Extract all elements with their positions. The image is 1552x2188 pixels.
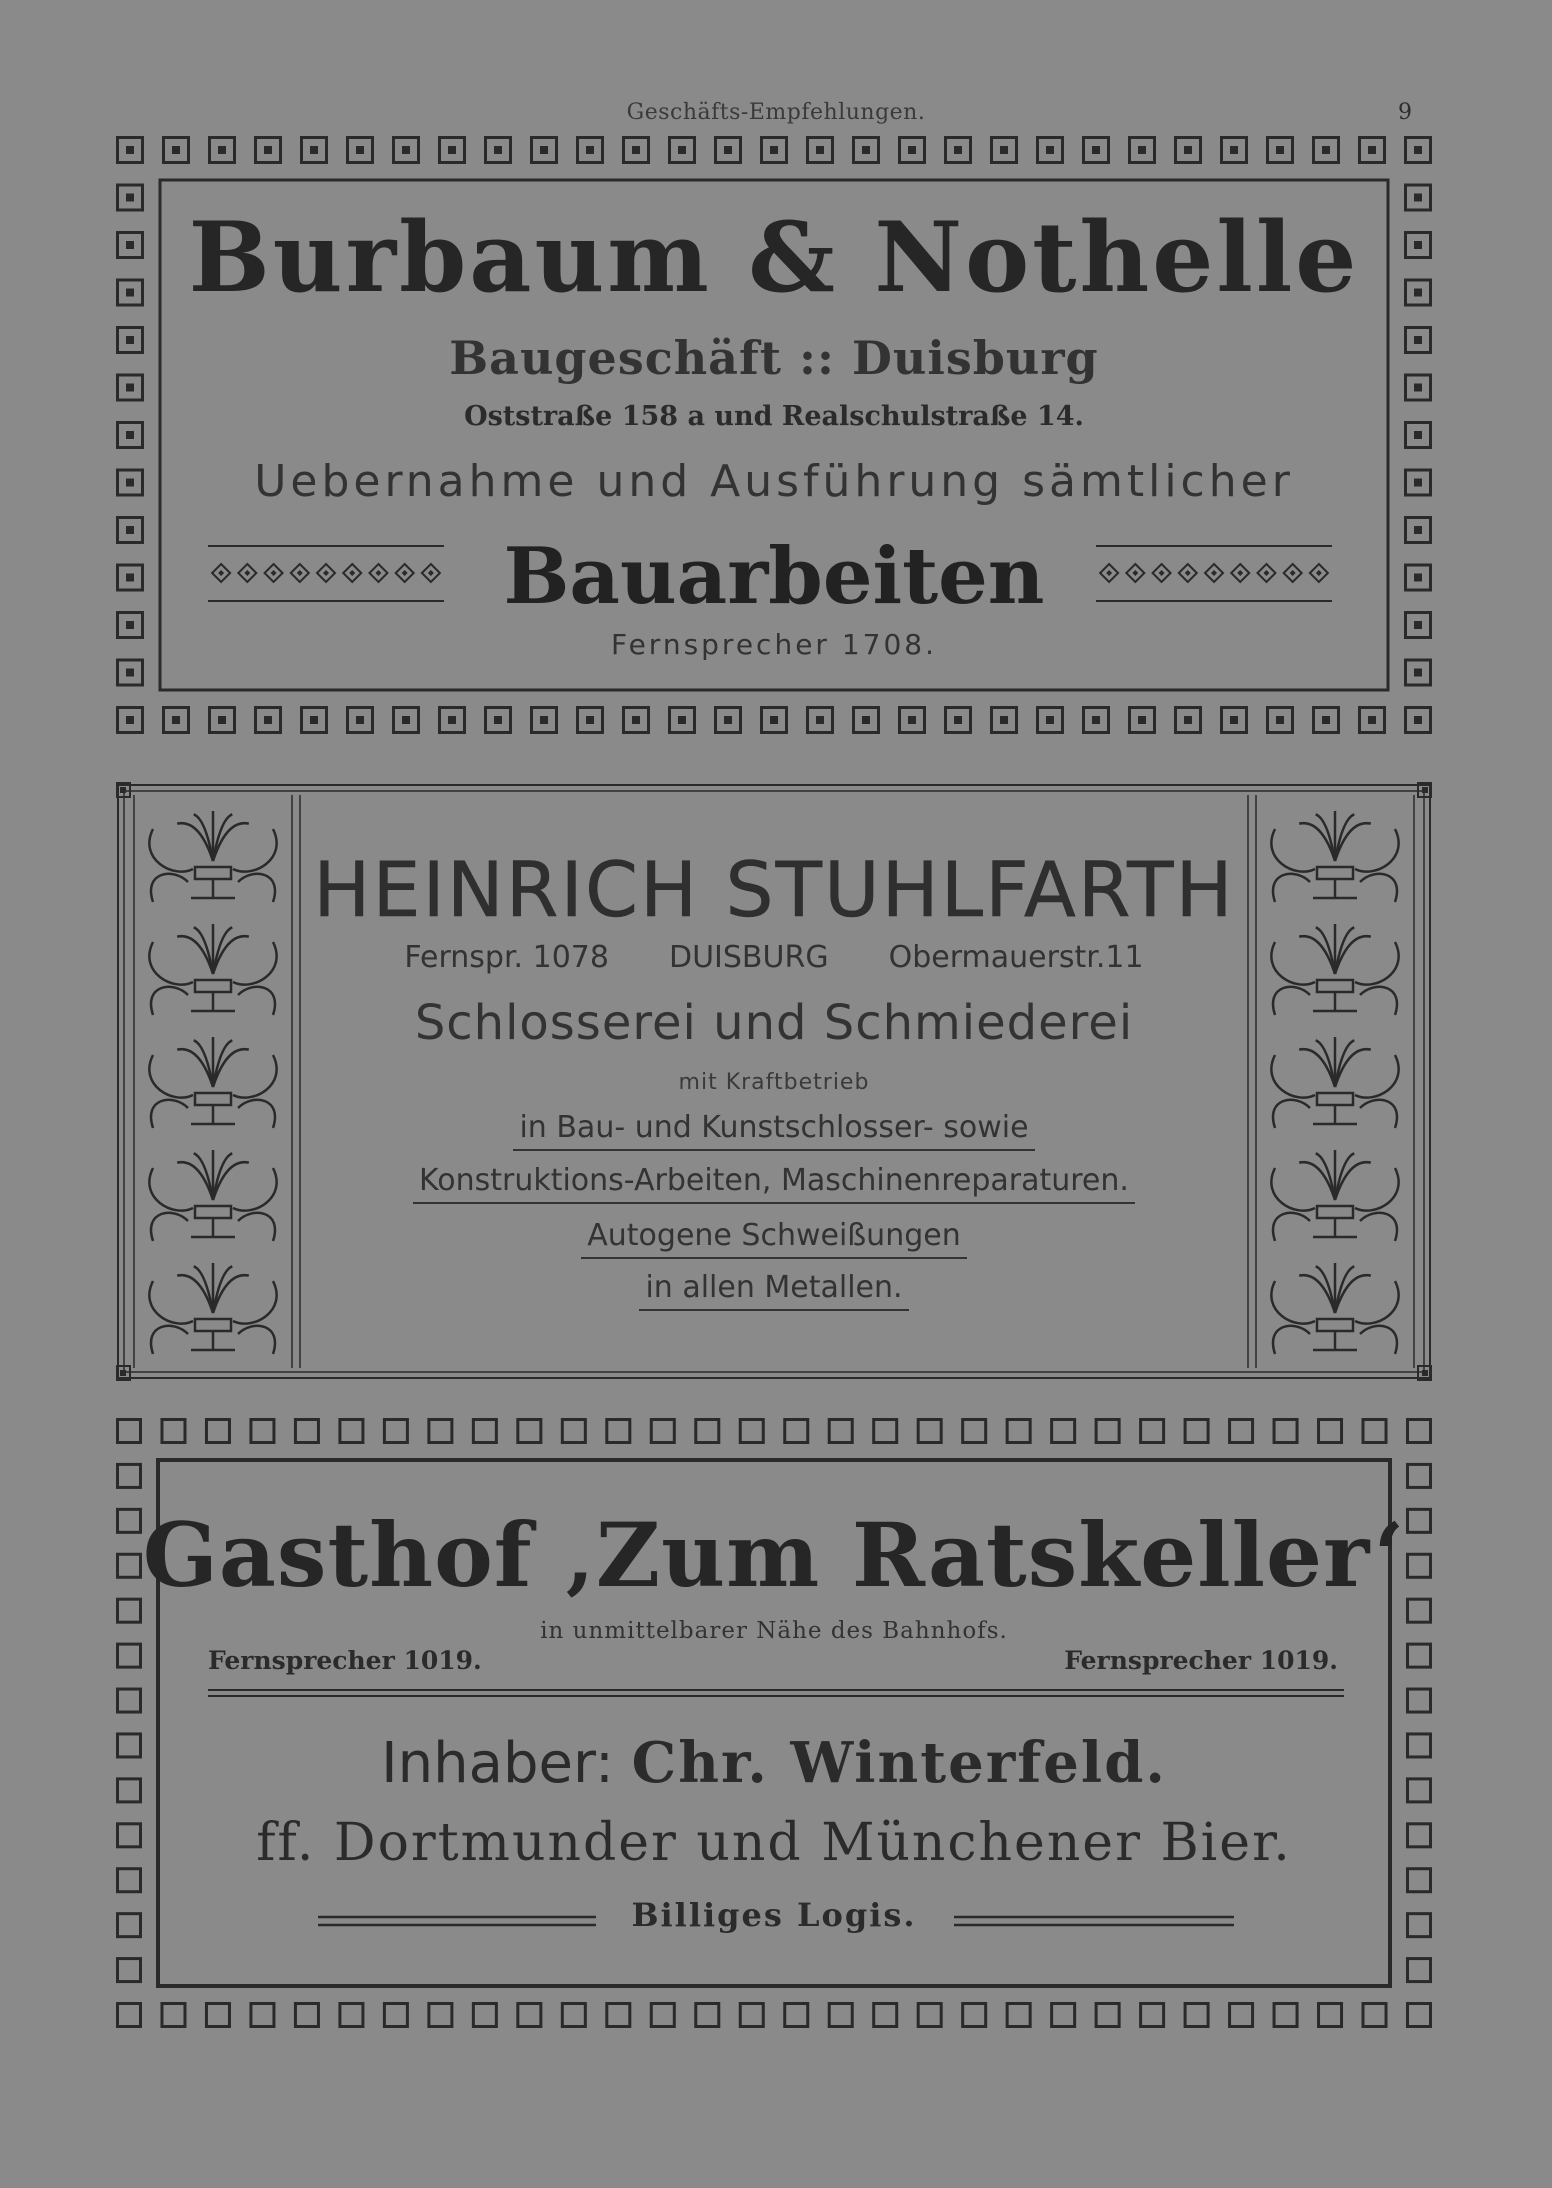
street-address: Obermauerstr.11	[888, 940, 1144, 975]
page-header	[0, 100, 1552, 130]
owner-line	[116, 1730, 1432, 1796]
running-head: Geschäfts-Empfehlungen.	[626, 100, 926, 125]
city: DUISBURG	[668, 940, 829, 975]
location-note: in unmittelbarer Nähe des Bahnhofs.	[540, 1618, 1008, 1644]
contact-line	[116, 940, 1432, 975]
page-number: 9	[1398, 100, 1412, 125]
trade-subtitle: mit Kraftbetrieb	[678, 1070, 870, 1095]
company-name: Burbaum & Nothelle	[188, 201, 1360, 314]
service-line: Autogene Schweißungen	[116, 1218, 1432, 1253]
inn-name: Gasthof ‚Zum Ratskeller‘	[142, 1503, 1406, 1607]
phone-number: Fernsprecher 1708.	[611, 628, 937, 661]
offer-text: Uebernahme und Ausführung sämtlicher	[254, 456, 1294, 507]
company-name: HEINRICH STUHLFARTH	[313, 845, 1235, 934]
lodging-offer: Billiges Logis.	[631, 1896, 917, 1934]
service-line: in allen Metallen.	[116, 1270, 1432, 1305]
phone-number-right: Fernsprecher 1019.	[1064, 1646, 1338, 1675]
service-line: in Bau- und Kunstschlosser- sowie	[116, 1110, 1432, 1145]
divider-rules	[116, 1418, 1432, 2028]
trade-title: Schlosserei und Schmiederei	[414, 995, 1134, 1051]
work-title: Bauarbeiten	[503, 531, 1045, 622]
owner-name: Chr. Winterfeld.	[631, 1730, 1167, 1796]
ad-stuhlfarth	[116, 775, 1432, 1388]
company-address: Oststraße 158 a und Realschulstraße 14.	[464, 401, 1084, 432]
owner-label: Inhaber:	[381, 1731, 614, 1796]
ad-burbaum-nothelle	[116, 136, 1432, 734]
beer-offer: ff. Dortmunder und Münchener Bier.	[256, 1813, 1292, 1873]
company-subtitle: Baugeschäft :: Duisburg	[449, 331, 1099, 385]
phone-number: Fernspr. 1078	[404, 940, 609, 975]
service-line: Konstruktions-Arbeiten, Maschinenreparaturen.	[116, 1163, 1432, 1198]
phone-number-left: Fernsprecher 1019.	[208, 1646, 482, 1675]
ad-ratskeller	[116, 1418, 1432, 2028]
